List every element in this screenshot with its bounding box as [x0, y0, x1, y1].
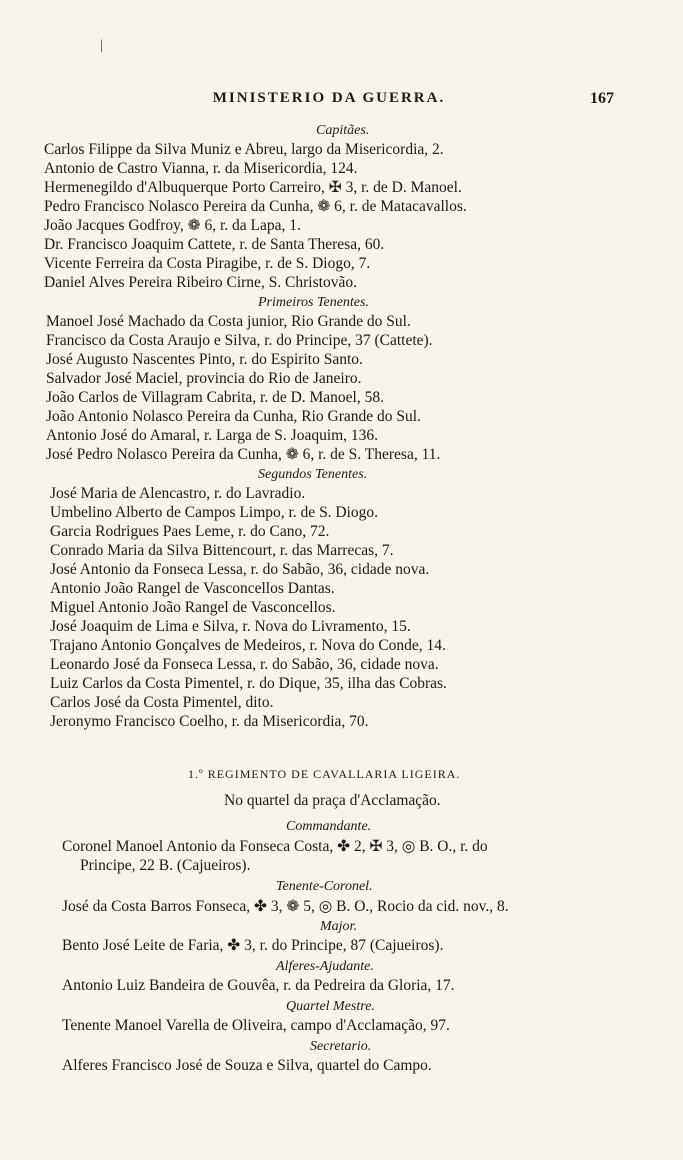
- list-entry: Antonio de Castro Vianna, r. da Misericordia, 124.: [44, 160, 358, 177]
- list-entry: José Pedro Nolasco Pereira da Cunha, ❁ 6, r. de S. Theresa, 11.: [46, 446, 441, 463]
- list-entry: Francisco da Costa Araujo e Silva, r. do Principe, 37 (Cattete).: [46, 332, 433, 349]
- list-entry: Bento José Leite de Faria, ✤ 3, r. do Principe, 87 (Cajueiros).: [62, 937, 444, 954]
- section-heading: Primeiros Tenentes.: [258, 295, 369, 310]
- list-entry: Jeronymo Francisco Coelho, r. da Misericordia, 70.: [50, 713, 369, 730]
- list-entry: José Augusto Nascentes Pinto, r. do Espirito Santo.: [46, 351, 363, 368]
- list-entry: Principe, 22 B. (Cajueiros).: [80, 857, 251, 874]
- list-entry: Antonio Luiz Bandeira de Gouvêa, r. da Pedreira da Gloria, 17.: [62, 977, 455, 994]
- list-entry: Antonio João Rangel de Vasconcellos Dantas.: [50, 580, 335, 597]
- list-entry: Leonardo José da Fonseca Lessa, r. do Sabão, 36, cidade nova.: [50, 656, 439, 673]
- section-heading: Tenente-Coronel.: [276, 879, 373, 894]
- list-entry: Tenente Manoel Varella de Oliveira, campo d'Acclamação, 97.: [62, 1017, 450, 1034]
- list-entry: Coronel Manoel Antonio da Fonseca Costa, ✤ 2, ✠ 3, ◎ B. O., r. do: [62, 838, 488, 855]
- section-heading: Segundos Tenentes.: [258, 467, 368, 482]
- list-entry: Luiz Carlos da Costa Pimentel, r. do Dique, 35, ilha das Cobras.: [50, 675, 447, 692]
- list-entry: João Antonio Nolasco Pereira da Cunha, Rio Grande do Sul.: [46, 408, 421, 425]
- section-heading: Alferes-Ajudante.: [276, 959, 374, 974]
- regiment-title: 1.º REGIMENTO DE CAVALLARIA LIGEIRA.: [188, 767, 461, 781]
- list-entry: João Jacques Godfroy, ❁ 6, r. da Lapa, 1.: [44, 217, 301, 234]
- list-entry: Hermenegildo d'Albuquerque Porto Carreiro, ✠ 3, r. de D. Manoel.: [44, 179, 462, 196]
- list-entry: Garcia Rodrigues Paes Leme, r. do Cano, 72.: [50, 523, 330, 540]
- list-entry: José Joaquim de Lima e Silva, r. Nova do Livramento, 15.: [50, 618, 411, 635]
- page-mark: |: [100, 38, 103, 53]
- section-heading: Secretario.: [310, 1039, 372, 1054]
- list-entry: José da Costa Barros Fonseca, ✤ 3, ❁ 5, ◎ B. O., Rocio da cid. nov., 8.: [62, 898, 509, 915]
- list-entry: Manoel José Machado da Costa junior, Rio Grande do Sul.: [46, 313, 411, 330]
- page-title: MINISTERIO DA GUERRA.: [212, 90, 446, 106]
- list-entry: Antonio José do Amaral, r. Larga de S. Joaquim, 136.: [46, 427, 379, 444]
- list-entry: Trajano Antonio Gonçalves de Medeiros, r. Nova do Conde, 14.: [50, 637, 446, 654]
- list-entry: Daniel Alves Pereira Ribeiro Cirne, S. Christovão.: [44, 274, 357, 291]
- list-entry: Miguel Antonio João Rangel de Vasconcellos.: [50, 599, 336, 616]
- section-heading: Major.: [320, 919, 357, 934]
- list-entry: Umbelino Alberto de Campos Limpo, r. de S. Diogo.: [50, 504, 379, 521]
- page-header: [44, 90, 614, 112]
- list-entry: Salvador José Maciel, provincia do Rio de Janeiro.: [46, 370, 362, 387]
- list-entry: José Antonio da Fonseca Lessa, r. do Sabão, 36, cidade nova.: [50, 561, 430, 578]
- list-entry: Conrado Maria da Silva Bittencourt, r. das Marrecas, 7.: [50, 542, 394, 559]
- section-heading: Capitães.: [316, 123, 370, 138]
- list-entry: Pedro Francisco Nolasco Pereira da Cunha, ❁ 6, r. de Matacavallos.: [44, 198, 467, 215]
- list-entry: Alferes Francisco José de Souza e Silva, quartel do Campo.: [62, 1057, 432, 1074]
- list-entry: José Maria de Alencastro, r. do Lavradio.: [50, 485, 306, 502]
- section-heading: Commandante.: [286, 819, 372, 834]
- list-entry: João Carlos de Villagram Cabrita, r. de D. Manoel, 58.: [46, 389, 384, 406]
- page-number: 167: [590, 90, 614, 107]
- list-entry: Carlos José da Costa Pimentel, dito.: [50, 694, 274, 711]
- section-heading: Quartel Mestre.: [286, 999, 375, 1014]
- list-entry: Carlos Filippe da Silva Muniz e Abreu, largo da Misericordia, 2.: [44, 141, 444, 158]
- list-entry: Dr. Francisco Joaquim Cattete, r. de Santa Theresa, 60.: [44, 236, 385, 253]
- regiment-location: No quartel da praça d'Acclamação.: [224, 792, 441, 809]
- list-entry: Vicente Ferreira da Costa Piragibe, r. de S. Diogo, 7.: [44, 255, 371, 272]
